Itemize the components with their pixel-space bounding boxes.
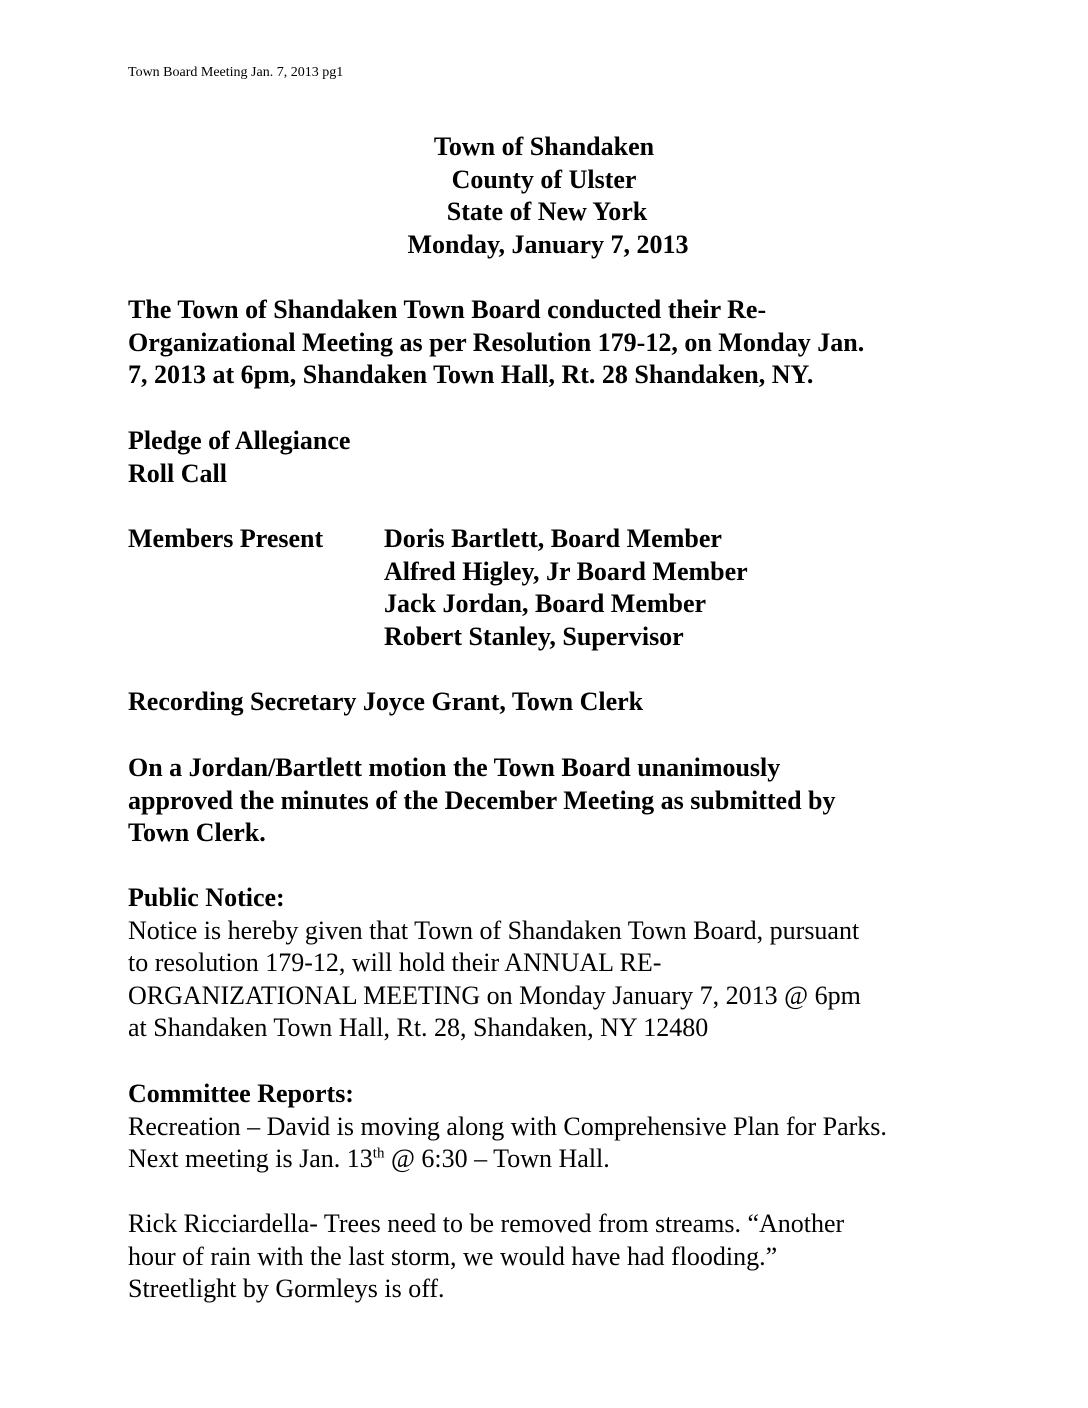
members-present-label: Members Present [128,524,324,553]
recording-secretary [128,686,988,719]
opening-items [128,425,988,490]
members-list [384,523,984,653]
member-item: Doris Bartlett, Board Member [384,524,722,553]
title-town: Town of Shandaken [433,132,655,161]
intro-line: Organizational Meeting as per Resolution 179-12, on Monday Jan. [128,327,865,357]
committee-reports [128,1078,988,1176]
next-meeting-text: Next meeting is Jan. 13 [128,1144,373,1173]
ordinal-suffix: th [372,1145,385,1162]
minutes-approval [128,752,988,850]
minutes-line: On a Jordan/Bartlett motion the Town Board unanimously [128,753,781,782]
public-notice-line: to resolution 179-12, will hold their ANNUAL RE- [128,948,662,977]
rick-report-line: Streetlight by Gormleys is off. [128,1274,445,1303]
public-notice [128,882,988,1045]
intro-paragraph [128,294,988,392]
minutes-line: Town Clerk. [128,818,266,847]
public-notice-heading: Public Notice: [128,883,285,912]
member-item: Jack Jordan, Board Member [384,589,707,618]
document-title [0,131,1088,261]
next-meeting-line [128,1143,988,1176]
minutes-line: approved the minutes of the December Meeting as submitted by [128,785,836,815]
next-meeting-details: @ 6:30 – Town Hall. [384,1144,610,1173]
rick-report-line: hour of rain with the last storm, we would have had flooding.” [128,1241,778,1271]
recreation-report: Recreation – David is moving along with Comprehensive Plan for Parks. [128,1111,887,1141]
roll-call: Roll Call [128,458,227,488]
committee-reports-heading: Committee Reports: [128,1079,354,1108]
member-item: Alfred Higley, Jr Board Member [384,556,748,586]
public-notice-line: Notice is hereby given that Town of Shandaken Town Board, pursuant [128,915,860,945]
rick-report-line: Rick Ricciardella- Trees need to be removed from streams. “Another [128,1209,845,1238]
title-state: State of New York [446,197,648,226]
intro-line: The Town of Shandaken Town Board conducted their Re- [128,295,767,324]
title-date: Monday, January 7, 2013 [407,229,689,259]
pledge-of-allegiance: Pledge of Allegiance [128,426,351,455]
member-item: Robert Stanley, Supervisor [384,621,684,651]
rick-report [128,1208,988,1306]
title-county: County of Ulster [451,164,637,194]
page-header: Town Board Meeting Jan. 7, 2013 pg1 [128,65,344,80]
public-notice-line: ORGANIZATIONAL MEETING on Monday January 7, 2013 @ 6pm [128,980,861,1010]
public-notice-line: at Shandaken Town Hall, Rt. 28, Shandaken, NY 12480 [128,1013,709,1042]
intro-line: 7, 2013 at 6pm, Shandaken Town Hall, Rt. 28 Shandaken, NY. [128,360,814,389]
recording-secretary-text: Recording Secretary Joyce Grant, Town Clerk [128,687,644,716]
